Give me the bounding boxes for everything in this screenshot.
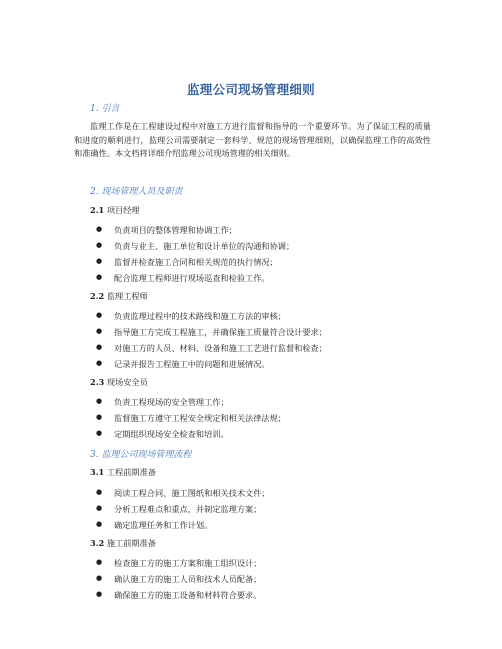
bullet-icon: ●: [96, 558, 103, 566]
subsection-number: 2.2: [90, 291, 105, 301]
subsection-number: 2.3: [90, 377, 105, 387]
subsection-number: 3.2: [90, 538, 105, 548]
list-item: ● 监督并检查施工合同和相关规范的执行情况；: [96, 257, 278, 267]
list-item: ● 确定监理任务和工作计划。: [96, 520, 213, 530]
subsection-heading-project-preparation: [90, 467, 156, 478]
section-heading-introduction: 1. 引言: [90, 104, 120, 114]
bullet-icon: ●: [96, 520, 103, 528]
bullet-icon: ●: [96, 359, 103, 367]
subsection-heading-supervising-engineer: [90, 291, 148, 302]
bullet-icon: ●: [96, 225, 103, 233]
bullet-icon: ●: [96, 343, 103, 351]
bullet-icon: ●: [96, 311, 103, 319]
list-item: ● 确认施工方的施工人员和技术人员配备；: [96, 574, 262, 584]
bullet-icon: ●: [96, 413, 103, 421]
subsection-title: 施工前期准备: [104, 538, 156, 548]
subsection-number: 3.1: [90, 467, 105, 477]
document-title: 监理公司现场管理细则: [186, 82, 315, 97]
list-item: ● 分析工程难点和重点，并制定监理方案；: [96, 504, 262, 514]
list-item: ● 对施工方的人员、材料、设备和施工工艺进行监督和检查；: [96, 343, 327, 353]
subsection-heading-project-manager: [90, 205, 140, 216]
bullet-icon: ●: [96, 327, 103, 335]
bullet-icon: ●: [96, 241, 103, 249]
subsection-title: 项目经理: [104, 205, 140, 215]
list-item: ● 确保施工方的施工设备和材料符合要求。: [96, 590, 262, 600]
list-item: ● 指导施工方完成工程施工，并确保施工质量符合设计要求；: [96, 327, 327, 337]
list-item: ● 检查施工方的施工方案和施工组织设计；: [96, 558, 262, 568]
list-item: ● 定期组织现场安全检查和培训。: [96, 429, 229, 439]
list-item: ● 配合监理工程师进行现场巡查和检验工作。: [96, 273, 270, 283]
subsection-title: 监理工程师: [104, 291, 148, 301]
introduction-paragraph: 监理工作是在工程建设过程中对施工方进行监督和指导的一个重要环节。为了保证工程的质量和进度的顺利进行，监理公司需要制定一套科学、规范的现场管理细则，以确保监理工作的高效性和准确性。本文档将详细介绍监理公司现场管理的相关细则。: [74, 121, 431, 158]
bullet-icon: ●: [96, 273, 103, 281]
bullet-icon: ●: [96, 504, 103, 512]
bullet-icon: ●: [96, 488, 103, 496]
section-heading-staff-duties: 2. 现场管理人员及职责: [90, 187, 183, 197]
subsection-title: 现场安全员: [104, 377, 148, 387]
bullet-icon: ●: [96, 590, 103, 598]
list-item: ● 阅读工程合同、施工图纸和相关技术文件；: [96, 488, 270, 498]
bullet-icon: ●: [96, 257, 103, 265]
bullet-icon: ●: [96, 574, 103, 582]
subsection-heading-construction-preparation: [90, 538, 156, 549]
list-item: ● 负责监理过程中的技术路线和施工方法的审核；: [96, 311, 286, 321]
subsection-heading-safety-officer: [90, 377, 148, 388]
list-item: ● 负责工程现场的安全管理工作；: [96, 397, 229, 407]
list-item: ● 监督施工方遵守工程安全规定和相关法律法规；: [96, 413, 286, 423]
bullet-icon: ●: [96, 429, 103, 437]
list-item: ● 记录并报告工程施工中的问题和进展情况。: [96, 359, 270, 369]
list-item: ● 负责项目的整体管理和协调工作；: [96, 225, 237, 235]
list-item: ● 负责与业主、施工单位和设计单位的沟通和协调；: [96, 241, 295, 251]
subsection-number: 2.1: [90, 205, 105, 215]
section-heading-management-process: 3. 监理公司现场管理流程: [90, 450, 192, 460]
bullet-icon: ●: [96, 397, 103, 405]
subsection-title: 工程前期准备: [104, 467, 156, 477]
